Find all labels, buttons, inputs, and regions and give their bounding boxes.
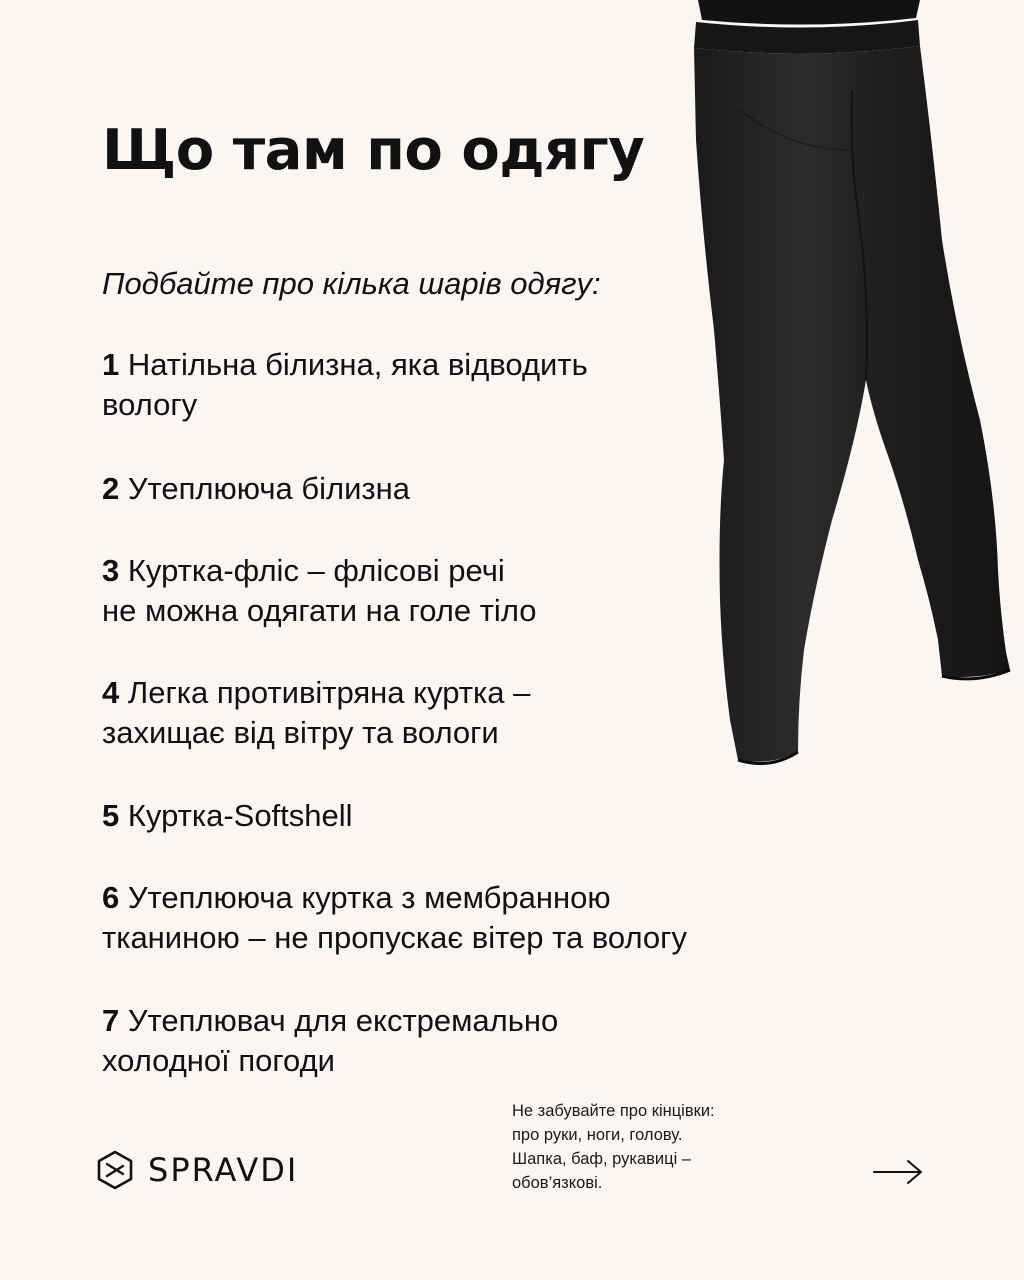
layer-item [102,1001,558,1081]
note-line: Шапка, баф, рукавиці – [512,1150,692,1168]
layer-item [102,673,530,753]
layers-intro: Подбайте про кілька шарів одягу: [102,266,601,301]
layer-text: Куртка-фліс – флісові речі [119,553,505,588]
layer-text: Утеплююча куртка з мембранною [119,880,611,915]
layer-text-continued: холодної погоди [102,1043,335,1078]
layer-number: 6 [102,880,120,915]
note-line: про руки, ноги, голову. [512,1126,683,1144]
brand [96,1150,298,1190]
layer-number: 3 [102,553,120,588]
extremities-note [512,1099,782,1195]
brand-name: SPRAVDI [148,1151,299,1189]
layer-text-continued: вологу [102,387,198,422]
layer-text: Легка противітряна куртка – [119,675,531,710]
layer-number: 5 [102,798,120,833]
spravdi-logo-icon [96,1150,134,1190]
page-title: Що там по одягу [102,118,645,183]
layer-text-continued: не можна одягати на голе тіло [102,593,537,628]
layer-text: Натільна білизна, яка відводить [119,347,588,382]
layer-item [102,551,537,631]
layer-number: 2 [102,471,120,506]
note-line: обов’язкові. [512,1174,603,1192]
layer-text: Утеплююча білизна [119,471,410,506]
layer-number: 7 [102,1003,120,1038]
layer-number: 4 [102,675,120,710]
layer-text: Куртка-Softshell [119,798,353,833]
note-line: Не забувайте про кінцівки: [512,1102,715,1120]
layer-text: Утеплювач для екстремально [119,1003,559,1038]
layer-item [102,796,353,836]
thermal-leggings-image [680,0,1024,780]
layer-item [102,345,588,425]
layer-item [102,469,410,509]
layer-item [102,878,687,958]
layer-text-continued: тканиною – не пропускає вітер та вологу [102,920,687,955]
arrow-right-icon[interactable] [872,1158,924,1186]
layer-number: 1 [102,347,120,382]
layer-text-continued: захищає від вітру та вологи [102,715,499,750]
